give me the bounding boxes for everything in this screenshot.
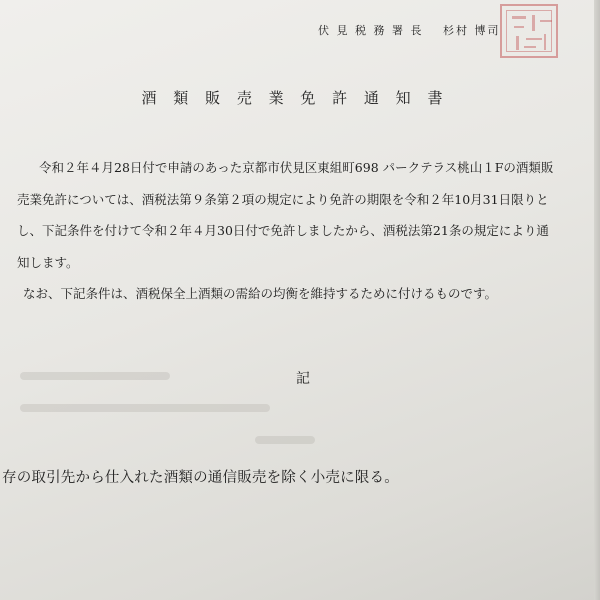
issuer-line: [318, 22, 500, 38]
body-line: 知します。: [17, 254, 79, 270]
body-line: し、下記条件を付けて令和２年４月30日付で免許しましたから、酒税法第21条の規定により通: [17, 223, 549, 238]
ki-heading: 記: [296, 371, 310, 387]
body-line: 売業免許については、酒税法第９条第２項の規定により免許の期限を令和２年10月31日限りと: [17, 191, 549, 207]
document-title: 酒 類 販 売 業 免 許 通 知 書: [141, 89, 449, 107]
official-seal-stamp: [500, 4, 558, 58]
faded-text-line: [20, 372, 170, 380]
issuer-name: 杉村 博司: [442, 24, 501, 37]
faded-text-line: [20, 404, 270, 412]
body-line: なお、下記条件は、酒税保全上酒類の需給の均衡を維持するために付けるものです。: [23, 286, 498, 301]
faded-text-line: [255, 436, 315, 444]
issuer-office-title: 伏 見 税 務 署 長: [318, 24, 424, 37]
notice-body: [17, 152, 587, 310]
body-line: 令和２年４月28日付で申請のあった京都市伏見区東組町698 パークテラス桃山１Fの酒類販: [39, 160, 554, 175]
license-condition: 存の取引先から仕入れた酒類の通信販売を除く小売に限る。: [2, 470, 399, 486]
